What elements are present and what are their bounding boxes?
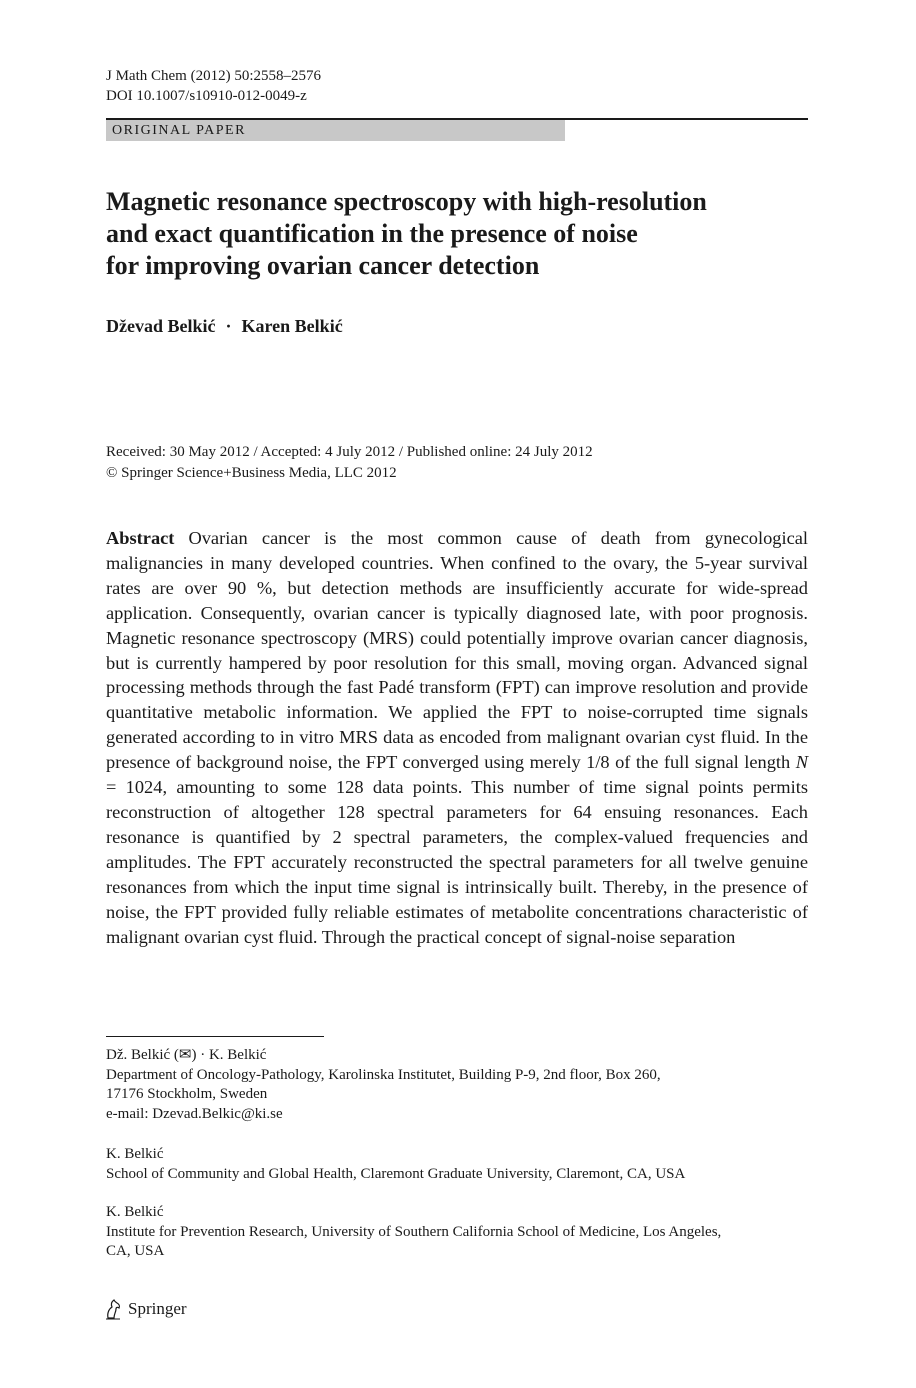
journal-citation: J Math Chem (2012) 50:2558–2576 bbox=[106, 68, 321, 84]
paper-type-label: ORIGINAL PAPER bbox=[106, 120, 565, 141]
doi: DOI 10.1007/s10910-012-0049-z bbox=[106, 88, 307, 104]
affiliation-author: K. Belkić bbox=[106, 1204, 164, 1220]
paper-title bbox=[106, 186, 808, 282]
abstract-text-part-2: = 1024, amounting to some 128 data points. This number of time signal points permits reconstruction of altogether 128 spectral parameters for 64 ensuing resonances. Each resonance is quantified by 2 spectral parameters, the complex-valued frequencies and amplitudes. The FPT accurately reconstructed the spectral parameters for all twelve genuine resonances from which the input time signal is intrinsically built. Thereby, in the presence of noise, the FPT provided fully reliable estimates of metabolite concentrations characteristic of malignant ovarian cyst fluid. Through the practical concept of signal-noise separation bbox=[106, 777, 808, 947]
copyright-line: © Springer Science+Business Media, LLC 2012 bbox=[106, 465, 397, 481]
affiliation-address: Department of Oncology-Pathology, Karolinska Institutet, Building P-9, 2nd floor, Box 260, bbox=[106, 1066, 661, 1083]
title-line-2: and exact quantification in the presence of noise bbox=[106, 219, 638, 248]
abstract bbox=[106, 526, 808, 949]
affiliation-block-1 bbox=[106, 1046, 808, 1124]
abstract-label: Abstract bbox=[106, 528, 175, 548]
publisher-name: Springer bbox=[128, 1299, 187, 1318]
affiliation-location: CA, USA bbox=[106, 1243, 165, 1259]
journal-reference bbox=[106, 66, 321, 106]
author-separator: · bbox=[225, 316, 232, 336]
affiliation-block-2 bbox=[106, 1145, 808, 1184]
springer-horse-icon bbox=[104, 1298, 122, 1320]
affiliation-institution: Institute for Prevention Research, University of Southern California School of Medicine, Los Angeles, bbox=[106, 1223, 722, 1240]
affiliation-block-3 bbox=[106, 1203, 808, 1262]
author-2: Karen Belkić bbox=[241, 316, 343, 336]
publisher-logo bbox=[104, 1298, 187, 1320]
author-list bbox=[106, 316, 343, 337]
affiliation-city: 17176 Stockholm, Sweden bbox=[106, 1086, 268, 1102]
abstract-text-part-1: Ovarian cancer is the most common cause of death from gynecological malignancies in many developed countries. When confined to the ovary, the 5-year survival rates are over 90 %, but detection methods are insufficiently accurate for wide-spread application. Consequently, ovarian cancer is typically diagnosed late, with poor prognosis. Magnetic resonance spectroscopy (MRS) could potentially improve ovarian cancer diagnosis, but is currently hampered by poor resolution for this small, moving organ. Advanced signal processing methods through the fast Padé transform (FPT) can improve resolution and provide quantitative metabolic information. We applied the FPT to noise-corrupted time signals generated according to in vitro MRS data as encoded from malignant ovarian cyst fluid. In the presence of background noise, the FPT converged using merely 1/8 of the full signal length bbox=[106, 528, 808, 773]
abstract-n-symbol: N bbox=[795, 752, 808, 773]
affiliation-authors: Dž. Belkić (✉) · K. Belkić bbox=[106, 1047, 267, 1063]
title-line-1: Magnetic resonance spectroscopy with high-resolution bbox=[106, 187, 707, 216]
title-line-3: for improving ovarian cancer detection bbox=[106, 251, 540, 280]
publication-dates bbox=[106, 442, 593, 484]
affiliation-institution: School of Community and Global Health, Claremont Graduate University, Claremont, CA, USA bbox=[106, 1165, 686, 1182]
history-line: Received: 30 May 2012 / Accepted: 4 July 2012 / Published online: 24 July 2012 bbox=[106, 444, 593, 460]
affiliation-author: K. Belkić bbox=[106, 1146, 164, 1162]
author-1: Dževad Belkić bbox=[106, 316, 216, 336]
affiliation-email[interactable]: e-mail: Dzevad.Belkic@ki.se bbox=[106, 1105, 283, 1122]
footnote-rule bbox=[106, 1036, 324, 1037]
